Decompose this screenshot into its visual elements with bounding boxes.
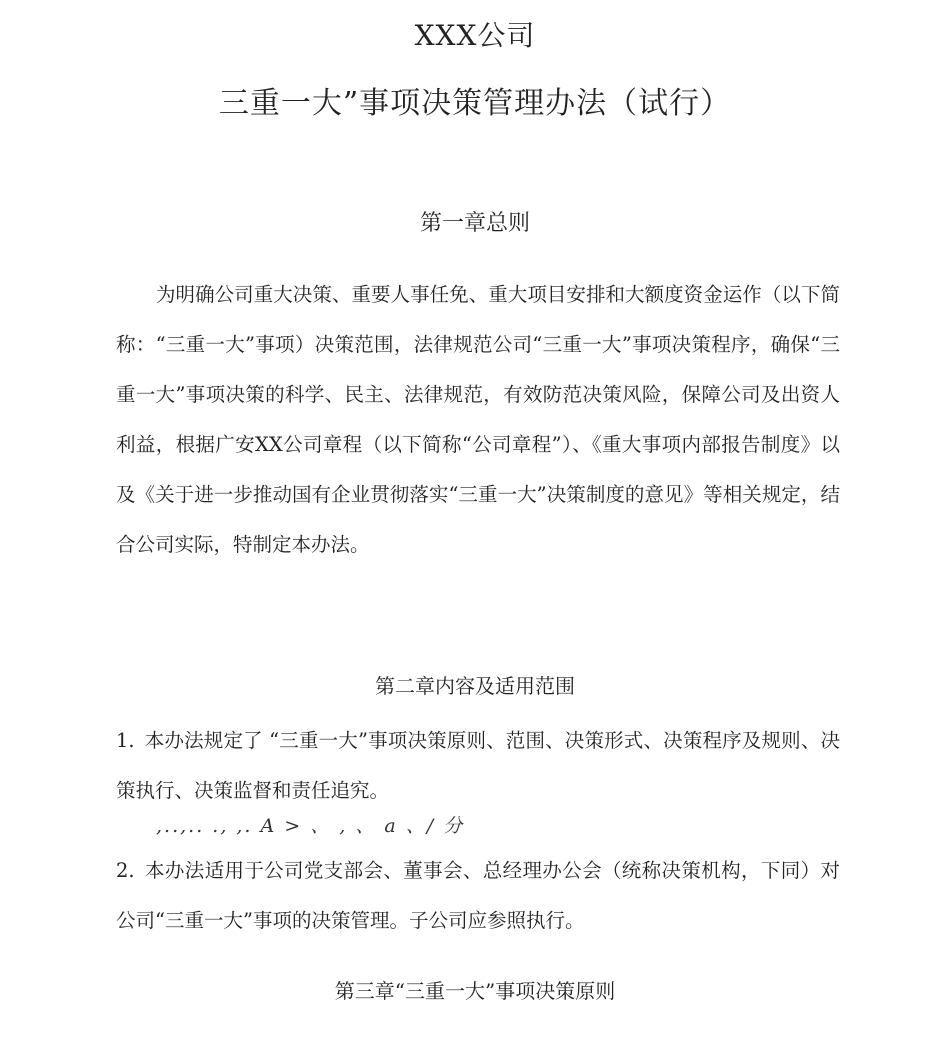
item-number: 2. — [116, 859, 135, 882]
chapter2-item-1 — [116, 716, 840, 816]
company-title: XXX公司 — [414, 19, 536, 52]
item-text: 本办法适用于公司党支部会、董事会、总经理办公会（统称决策机构，下同）对公司“三重一大”事项的决策管理。子公司应参照执行。 — [116, 859, 840, 932]
item-number: 1. — [116, 729, 135, 752]
item-text: 本办法规定了 “三重一大”事项决策原则、范围、决策形式、决策程序及规则、决策执行、决策监督和责任追究。 — [116, 729, 840, 802]
chapter2-heading: 第二章内容及适用范围 — [375, 674, 575, 698]
scan-artifact-line: ,..,.. ., ,. A > 、 , 、 a 、/ 分 — [156, 815, 465, 837]
chapter1-heading: 第一章总则 — [419, 211, 530, 236]
chapter1-paragraph: 为明确公司重大决策、重要人事任免、重大项目安排和大额度资金运作（以下简称：“三重一大”事项）决策范围，法律规范公司“三重一大”事项决策程序，确保“三重一大”事项决策的科学、民主、法律规范，有效防范决策风险，保障公司及出资人利益，根据广安XX公司章程（以下简称“公司章程”）、《重大事项内部报告制度》以及《关于进一步推动国有企业贯彻落实“三重一大”决策制度的意见》等相关规定，结合公司实际，特制定本办法。 — [116, 283, 840, 556]
document-title: 三重一大”事项决策管理办法（试行） — [218, 86, 732, 121]
chapter2-item-2 — [116, 846, 840, 946]
chapter3-heading: 第三章“三重一大”事项决策原则 — [334, 979, 616, 1003]
